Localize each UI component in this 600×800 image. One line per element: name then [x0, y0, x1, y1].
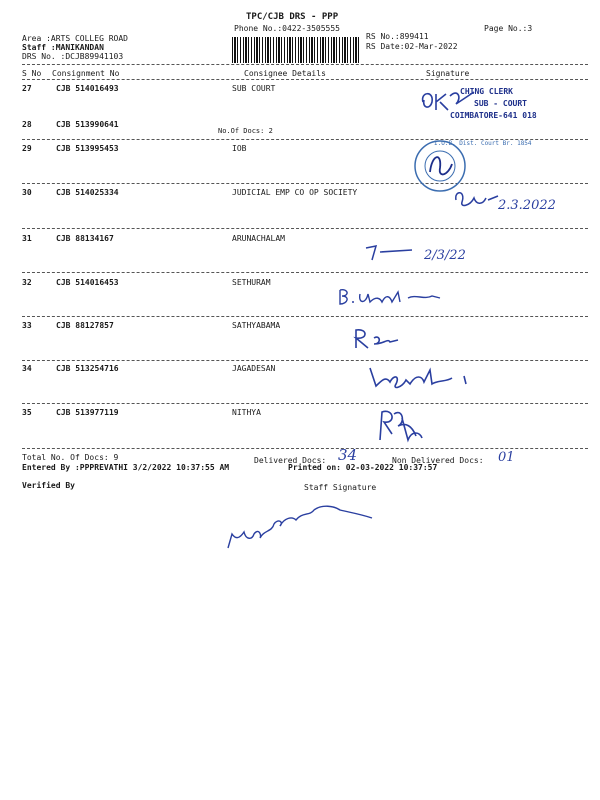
row-sno: 31: [22, 234, 32, 243]
row-consignment: CJB 514016453: [56, 278, 119, 287]
table-row: [0, 234, 600, 246]
verified-by: Verified By: [22, 481, 75, 490]
row-consignee: IOB: [232, 144, 247, 153]
row-sno: 34: [22, 364, 32, 373]
staff-label: Staff :MANIKANDAN: [22, 43, 104, 52]
area-label: Area :ARTS COLLEG ROAD: [22, 34, 128, 43]
row-sno: 30: [22, 188, 32, 197]
divider: [22, 360, 588, 361]
printed-on: Printed on: 02-03-2022 10:37:57: [288, 463, 438, 472]
row-consignment: CJB 513977119: [56, 408, 119, 417]
row-consignment: CJB 513990641: [56, 120, 119, 129]
entered-by: Entered By :PPPREVATHI 3/2/2022 10:37:55 AM: [22, 463, 230, 472]
signature-row-34: [366, 362, 476, 394]
seal-text: I.O.B. Dist. Court Br. 1854: [434, 140, 532, 147]
handwritten-date-row-31: 2/3/22: [424, 248, 466, 263]
row-consignee: JAGADESAN: [232, 364, 276, 373]
docs-count: No.Of Docs: 2: [218, 127, 273, 135]
column-signature: Signature: [426, 69, 470, 78]
column-consignee: Consignee Details: [244, 69, 326, 78]
non-delivered-docs-label: Non Delivered Docs:: [392, 456, 484, 465]
signature-row-33: [350, 326, 406, 352]
divider: [22, 316, 588, 317]
row-sno: 35: [22, 408, 32, 417]
signature-row-32: [336, 284, 446, 310]
column-consignment: Consignment No: [52, 69, 120, 78]
row-consignee: SETHURAM: [232, 278, 271, 287]
rs-date: RS Date:02-Mar-2022: [366, 42, 458, 51]
row-consignee: NITHYA: [232, 408, 261, 417]
row-sno: 27: [22, 84, 32, 93]
row-sno: 28: [22, 120, 32, 129]
barcode: [232, 37, 360, 63]
divider: [22, 79, 588, 80]
signature-row-27: [418, 84, 478, 120]
page-number: Page No.:3: [484, 24, 533, 33]
row-consignee: ARUNACHALAM: [232, 234, 285, 243]
row-consignment: CJB 513995453: [56, 144, 119, 153]
row-sno: 29: [22, 144, 32, 153]
row-sno: 32: [22, 278, 32, 287]
delivered-docs-label: Delivered Docs:: [254, 456, 327, 465]
divider: [22, 403, 588, 404]
delivered-count: 34: [338, 446, 358, 464]
column-sno: S No: [22, 69, 42, 78]
handwritten-date-row-30: 2.3.2022: [498, 198, 556, 213]
row-consignment: CJB 88134167: [56, 234, 114, 243]
table-row: [0, 278, 600, 290]
divider: [22, 64, 588, 65]
total-docs: Total No. Of Docs: 9: [22, 453, 119, 462]
stamp-line: CHING CLERK: [460, 87, 513, 96]
table-row: [0, 364, 600, 376]
row-sno: 33: [22, 321, 32, 330]
staff-signature-label: Staff Signature: [304, 483, 377, 492]
row-consignee: SUB COURT: [232, 84, 276, 93]
table-row: [0, 408, 600, 420]
document-title: TPC/CJB DRS - PPP: [246, 12, 339, 22]
table-row: [0, 321, 600, 333]
staff-signature: [222, 494, 378, 558]
stamp-line: COIMBATORE-641 018: [450, 111, 537, 120]
row-consignment: CJB 514025334: [56, 188, 119, 197]
signature-row-35: [372, 404, 428, 444]
divider: [22, 183, 588, 184]
row-consignment: CJB 514016493: [56, 84, 119, 93]
rs-number: RS No.:899411: [366, 32, 429, 41]
row-consignment: CJB 88127857: [56, 321, 114, 330]
phone-number: Phone No.:0422-3505555: [234, 24, 340, 33]
row-consignee: SATHYABAMA: [232, 321, 281, 330]
stamp-line: SUB - COURT: [474, 99, 527, 108]
divider: [22, 448, 588, 449]
non-delivered-count: 01: [498, 450, 515, 465]
signature-row-31: [362, 240, 422, 264]
drs-number: DRS No. :DCJB89941103: [22, 52, 124, 61]
row-consignee: JUDICIAL EMP CO OP SOCIETY: [232, 188, 358, 197]
row-consignment: CJB 513254716: [56, 364, 119, 373]
divider: [22, 272, 588, 273]
signature-row-30: [452, 186, 500, 212]
divider: [22, 228, 588, 229]
